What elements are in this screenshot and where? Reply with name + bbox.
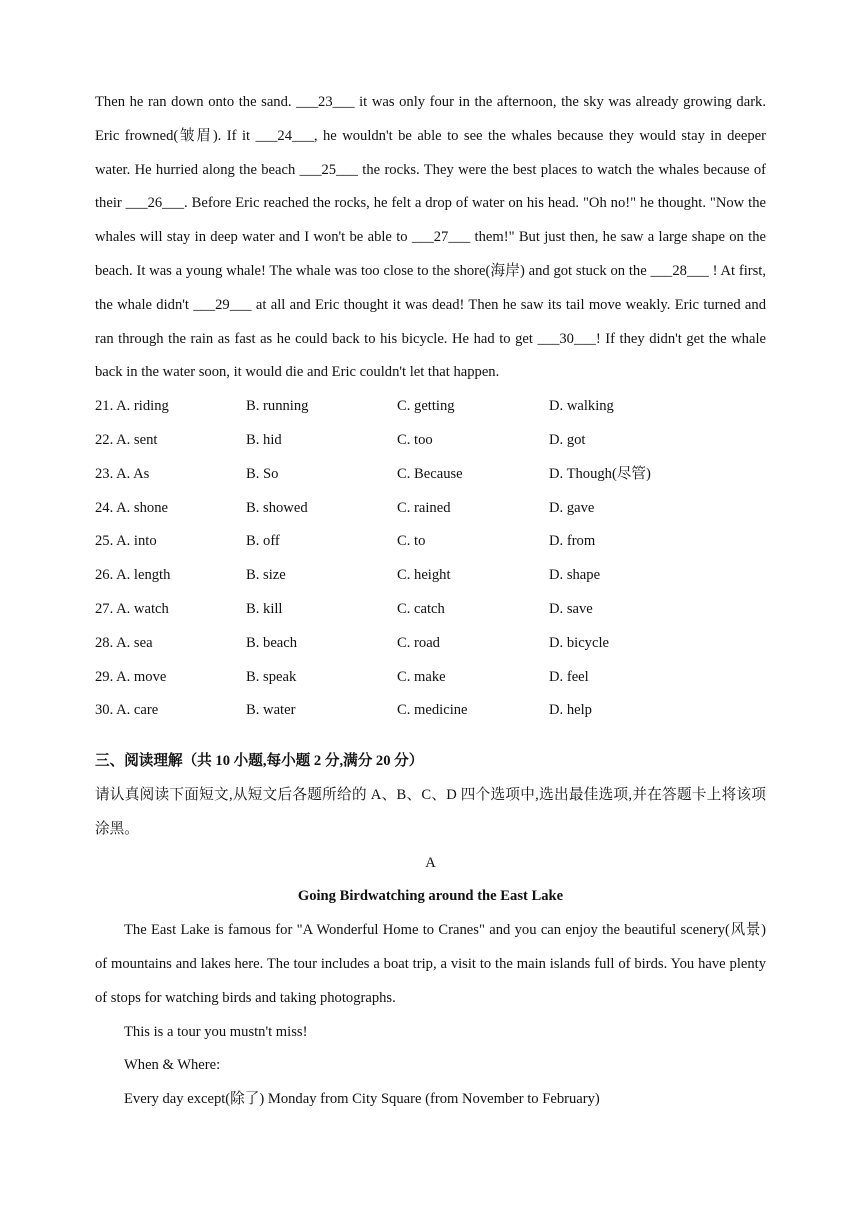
- option-c: C. Because: [397, 465, 463, 482]
- option-c: C. rained: [397, 499, 451, 516]
- question-row: [95, 424, 766, 458]
- option-d: D. help: [549, 702, 592, 719]
- article-label: A: [425, 854, 436, 871]
- option-d: D. shape: [549, 567, 601, 584]
- option-c: C. too: [397, 431, 433, 448]
- article-paragraph: When & Where:: [124, 1057, 221, 1074]
- option-b: B. So: [246, 465, 279, 482]
- option-a: 26. A. length: [95, 567, 171, 584]
- options-list: [95, 390, 766, 728]
- document-page: [95, 86, 766, 1117]
- option-b: B. running: [246, 398, 309, 415]
- article-title: Going Birdwatching around the East Lake: [297, 888, 564, 905]
- option-a: 28. A. sea: [95, 634, 153, 651]
- option-a: 23. A. As: [95, 465, 150, 482]
- option-b: B. water: [246, 702, 296, 719]
- option-d: D. gave: [549, 499, 595, 516]
- option-a: 21. A. riding: [95, 398, 169, 415]
- option-c: C. to: [397, 533, 426, 550]
- option-c: C. road: [397, 634, 440, 651]
- option-a: 29. A. move: [95, 668, 167, 685]
- article-paragraph: This is a tour you mustn't miss!: [124, 1023, 308, 1040]
- question-row: [95, 593, 766, 627]
- option-d: D. Though(尽管): [549, 465, 651, 482]
- option-b: B. showed: [246, 499, 308, 516]
- option-b: B. off: [246, 533, 280, 550]
- option-a: 22. A. sent: [95, 431, 158, 448]
- option-d: D. bicycle: [549, 634, 609, 651]
- option-c: C. catch: [397, 600, 445, 617]
- question-row: [95, 458, 766, 492]
- cloze-passage: Then he ran down onto the sand. ___23___ it was only four in the afternoon, the sky was already growing dark. Eric frowned(皱眉). If it ___24___, he wouldn't be able to see the whales because they would stay in deeper water. He hurried along the beach ___25___ the rocks. They were the best places to watch the whales because of their ___26___. Before Eric reached the rocks, he felt a drop of water on his head. "Oh no!" he thought. "Now the whales will stay in deep water and I won't be able to ___27___ them!" But just then, he saw a large shape on the beach. It was a young whale! The whale was too close to the shore(海岸) and got stuck on the ___28___ ! At first, the whale didn't ___29___ at all and Eric thought it was dead! Then he saw its tail move weakly. Eric turned and ran through the rain as fast as he could back to his bicycle. He had to get ___30___! If they didn't get the whale back in the water soon, it would die and Eric couldn't let that happen.: [95, 94, 766, 381]
- section-heading: 三、阅读理解（共 10 小题,每小题 2 分,满分 20 分）: [95, 753, 424, 770]
- option-d: D. save: [549, 600, 593, 617]
- article-paragraph: The East Lake is famous for "A Wonderful Home to Cranes" and you can enjoy the beautiful scenery(风景) of mountains and lakes here. The tour includes a boat trip, a visit to the main islands full of birds. You have plenty of stops for watching birds and taking photographs.: [95, 922, 766, 1006]
- option-d: D. walking: [549, 398, 614, 415]
- option-d: D. from: [549, 533, 596, 550]
- option-b: B. kill: [246, 600, 283, 617]
- option-a: 27. A. watch: [95, 600, 169, 617]
- option-a: 30. A. care: [95, 702, 159, 719]
- option-c: C. height: [397, 567, 451, 584]
- section-instruction: 请认真阅读下面短文,从短文后各题所给的 A、B、C、D 四个选项中,选出最佳选项,并在答题卡上将该项涂黑。: [95, 786, 766, 837]
- question-row: [95, 661, 766, 695]
- question-row: [95, 559, 766, 593]
- option-b: B. speak: [246, 668, 297, 685]
- question-row: [95, 492, 766, 526]
- question-row: [95, 627, 766, 661]
- option-c: C. medicine: [397, 702, 468, 719]
- option-a: 25. A. into: [95, 533, 157, 550]
- option-a: 24. A. shone: [95, 499, 168, 516]
- option-b: B. beach: [246, 634, 298, 651]
- question-row: [95, 694, 766, 728]
- option-b: B. hid: [246, 431, 282, 448]
- option-d: D. got: [549, 431, 586, 448]
- option-c: C. getting: [397, 398, 455, 415]
- question-row: [95, 390, 766, 424]
- article-paragraph: Every day except(除了) Monday from City Square (from November to February): [124, 1091, 600, 1108]
- option-c: C. make: [397, 668, 446, 685]
- option-b: B. size: [246, 567, 286, 584]
- question-row: [95, 525, 766, 559]
- option-d: D. feel: [549, 668, 589, 685]
